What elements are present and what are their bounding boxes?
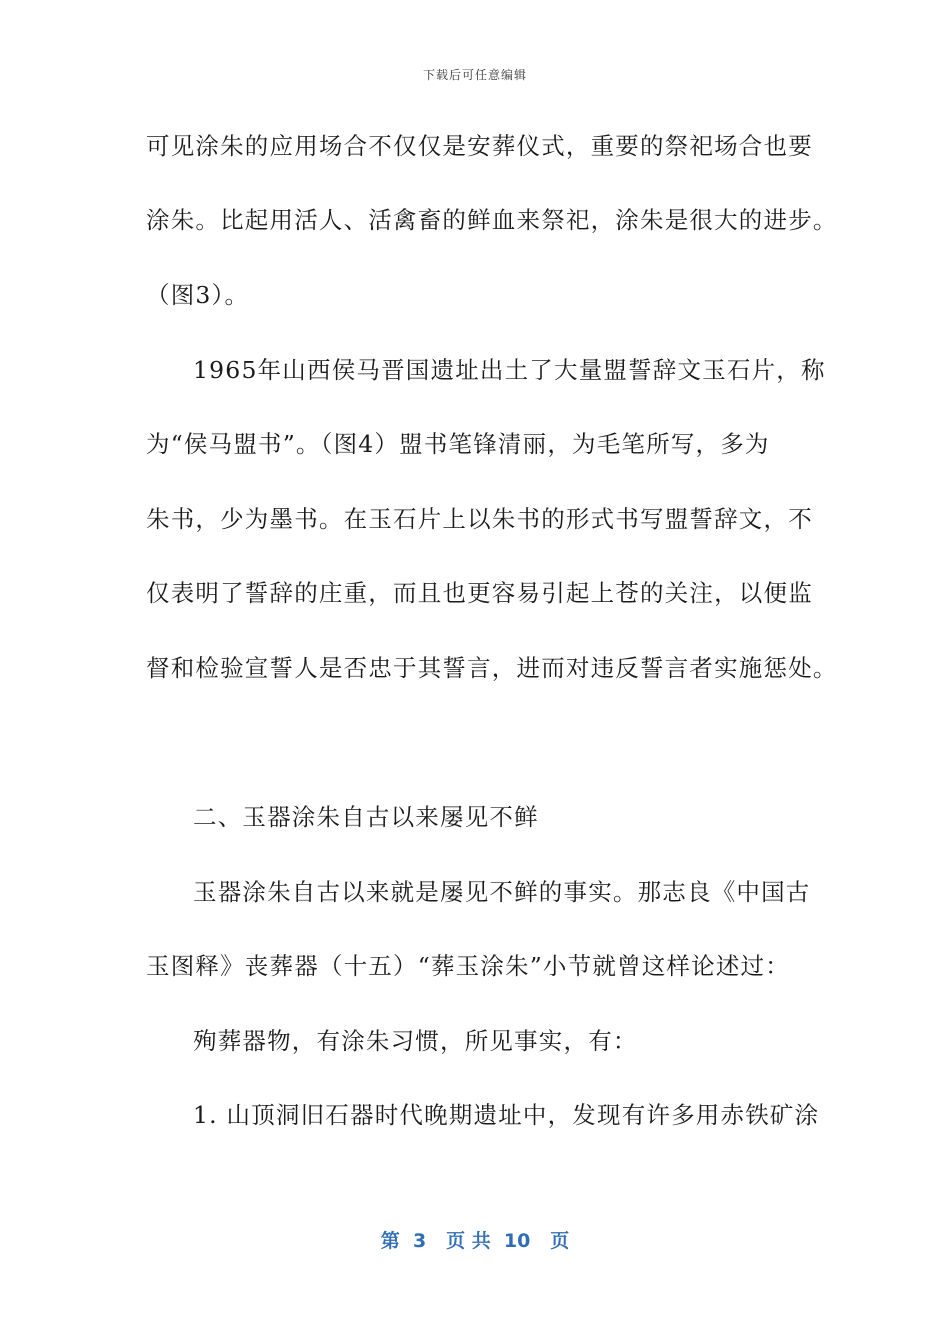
text-line-4: 1965年山西侯马晋国遗址出土了大量盟誓辞文玉石片，称 — [193, 356, 826, 384]
section-heading: 二、玉器涂朱自古以来屡见不鲜 — [193, 803, 539, 831]
header-note: 下载后可任意编辑 — [422, 68, 527, 82]
text-line-9: 玉器涂朱自古以来就是屡见不鲜的事实。那志良《中国古 — [193, 878, 811, 906]
text-line-7: 仅表明了誓辞的庄重，而且也更容易引起上苍的关注，以便监 — [146, 579, 813, 607]
page-number-footer: 第 3 页 共 10 页 — [380, 1230, 570, 1252]
text-line-8: 督和检验宣誓人是否忠于其誓言，进而对违反誓言者实施惩处。 — [146, 654, 838, 682]
text-line-10: 玉图释》丧葬器（十五）“葬玉涂朱”小节就曾这样论述过： — [146, 952, 790, 980]
text-line-5: 为“侯马盟书”。（图4）盟书笔锋清丽，为毛笔所写，多为 — [146, 430, 770, 458]
text-line-3: （图3）。 — [146, 281, 250, 309]
text-line-11: 殉葬器物，有涂朱习惯，所见事实，有： — [193, 1027, 638, 1055]
text-line-2: 涂朱。比起用活人、活禽畜的鲜血来祭祀，涂朱是很大的进步。 — [146, 206, 838, 234]
list-item-1: 1. 山顶洞旧石器时代晚期遗址中，发现有许多用赤铁矿涂 — [193, 1101, 820, 1129]
text-line-6: 朱书，少为墨书。在玉石片上以朱书的形式书写盟誓辞文，不 — [146, 505, 813, 533]
text-line-1: 可见涂朱的应用场合不仅仅是安葬仪式，重要的祭祀场合也要 — [146, 132, 813, 160]
